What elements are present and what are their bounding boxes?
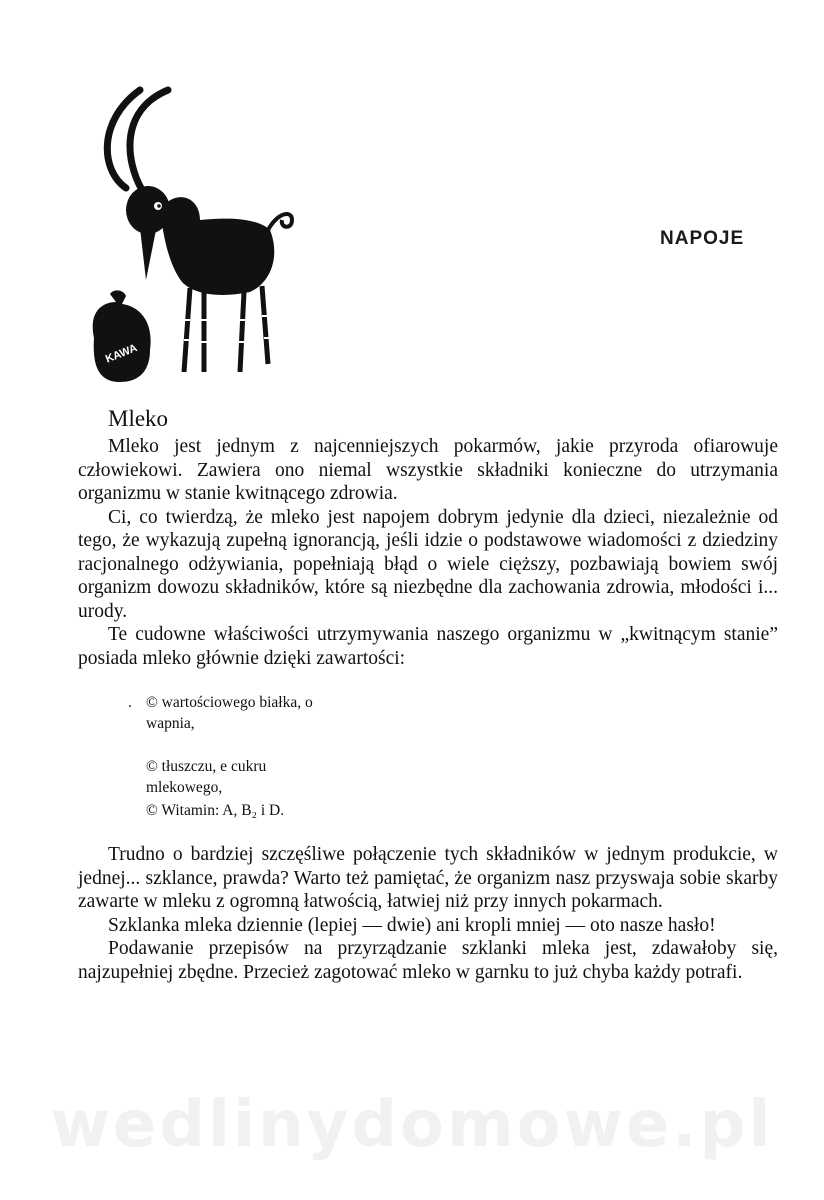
ingredient-text-continued: mlekowego, — [146, 779, 223, 796]
ingredient-text: © Witamin: A, B₂ i D. — [146, 802, 285, 819]
goat-leg — [184, 288, 190, 372]
ingredient-text: © tłuszczu, e cukru — [146, 758, 267, 775]
paragraph: Podawanie przepisów na przyrządzanie szklanki mleka jest, zdawałoby się, najzupełniej zbędne. Przecież zagotować mleko w garnku to już chyba każdy potrafi. — [78, 938, 778, 983]
ingredient-item — [128, 756, 458, 798]
article-body — [78, 405, 778, 984]
ingredients-list — [128, 692, 458, 821]
chapter-title: NAPOJE — [660, 228, 745, 249]
list-marker: . — [128, 694, 132, 711]
goat-horn-right — [130, 90, 168, 190]
goat-illustration — [80, 20, 300, 390]
goat-leg — [240, 292, 244, 372]
goat-leg — [262, 286, 268, 364]
paragraph: Te cudowne właściwości utrzymywania naszego organizmu w „kwitnącym stanie” posiada mleko głównie dzięki zawartości: — [78, 624, 778, 669]
paragraph: Trudno o bardziej szczęśliwe połączenie tych składników w jednym produkcie, w jednej... szklance, prawda? Warto też pamiętać, że organizm nasz przyswaja sobie skarby zawarte w mleku z ogromną łatwością, łatwiej niż przy innych pokarmach. — [78, 844, 778, 912]
ingredient-text-continued: wapnia, — [146, 715, 195, 732]
ingredient-text: © wartościowego białka, o — [146, 694, 313, 711]
paragraph: Ci, co twierdzą, że mleko jest napojem dobrym jedynie dla dzieci, niezależnie od tego, że wykazują zupełną ignorancją, jeśli idzie o podstawowe wiadomości z dziedziny racjonalnego odżywiania, popełniają błąd o wiele cięższy, pozbawiają bowiem swój organizm dowozu składników, które są niezbędne dla zachowania zdrowia, młodości i... urody. — [78, 506, 778, 622]
paragraph: Szklanka mleka dziennie (lepiej — dwie) ani kropli mniej — oto nasze hasło! — [108, 914, 716, 936]
ingredient-item — [128, 692, 458, 734]
paragraph: Mleko jest jednym z najcenniejszych pokarmów, jakie przyroda ofiarowuje człowiekowi. Zawiera ono niemal wszystkie składniki konieczne do utrzymania organizmu w stanie kwitnącego zdrowia. — [78, 436, 778, 504]
watermark: wedlinydomowe.pl — [50, 1088, 774, 1162]
ingredient-item — [128, 800, 458, 821]
goat-body — [160, 197, 274, 295]
coffee-sack — [93, 290, 151, 382]
section-title: Mleko — [108, 406, 169, 431]
goat-beard — [140, 228, 156, 280]
goat-tail — [268, 214, 292, 230]
coffee-sack-label: KAWA — [103, 342, 139, 366]
